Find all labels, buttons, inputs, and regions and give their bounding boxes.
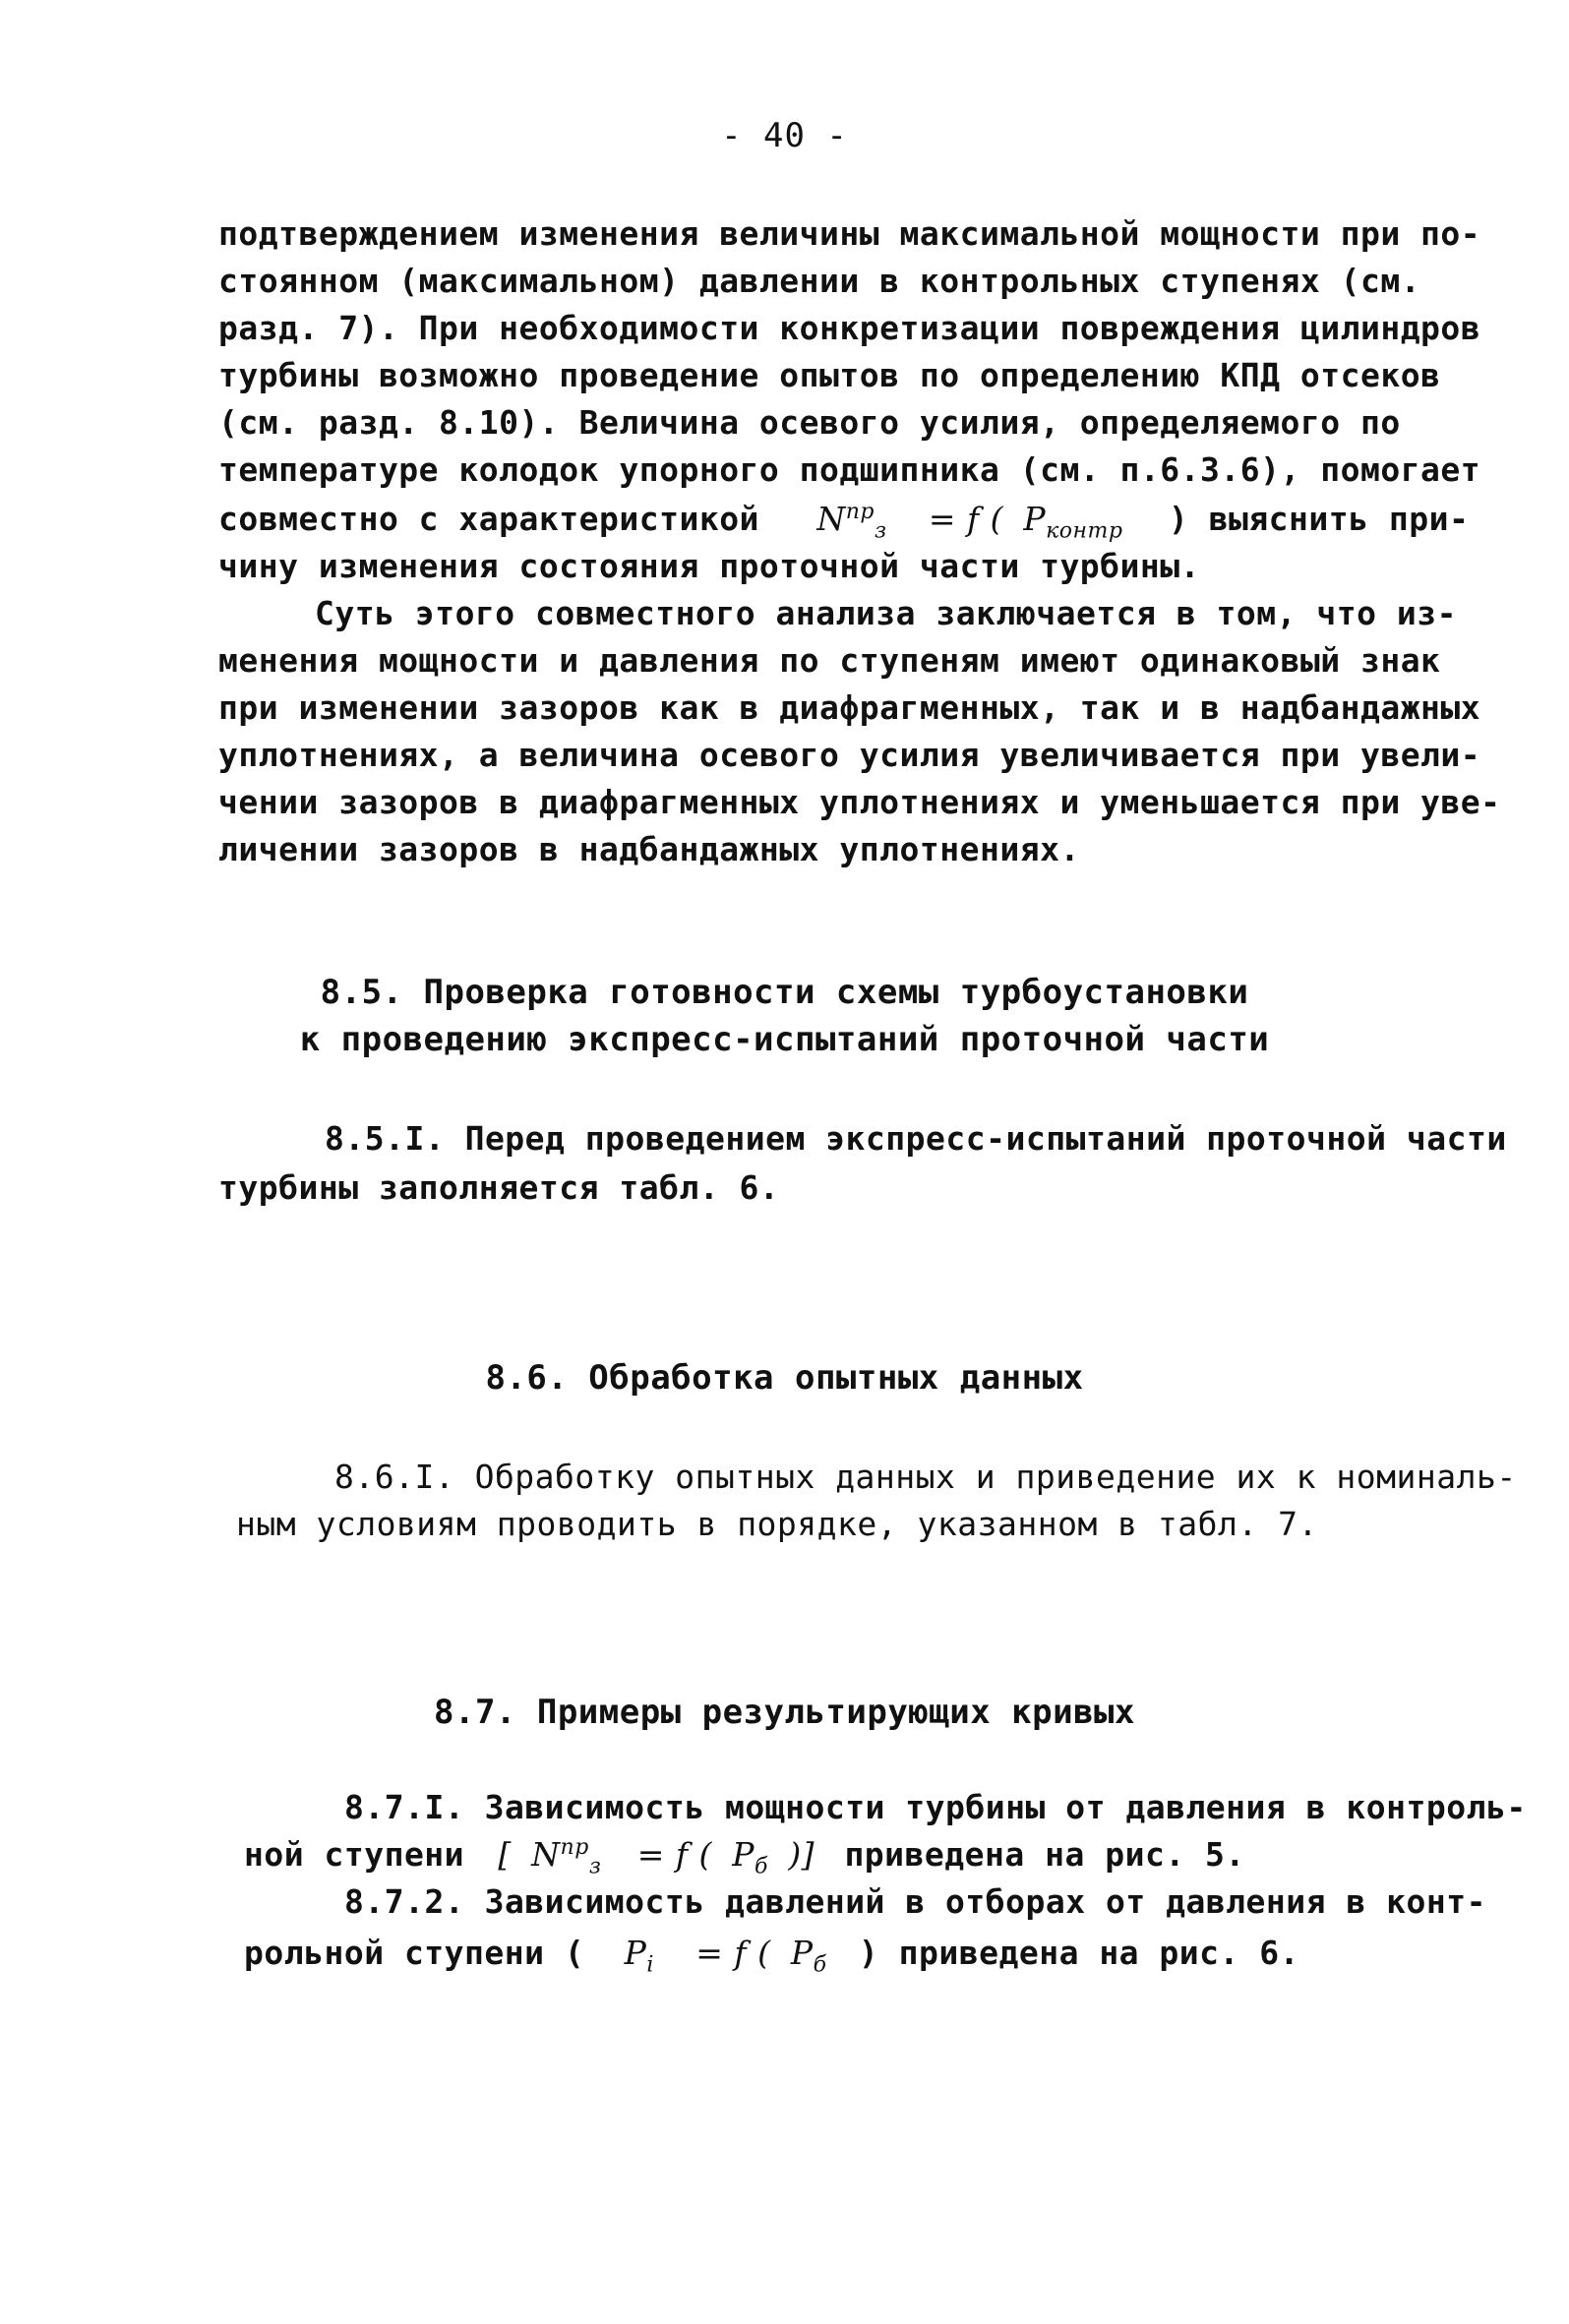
page-number: - 40 - [721,116,848,155]
formula-eq: = f ( [695,1934,771,1972]
section-87-p2-line-2 [244,1934,1299,1978]
section-85-title-line-2: к проведению экспресс-испытаний проточной части [299,1020,1270,1059]
section-87-p1-post: приведена на рис. 5. [844,1835,1245,1874]
formula-bracket-close: )] [788,1835,815,1874]
para1-line-3: разд. 7). При необходимости конкретизации повреждения цилиндров [218,309,1481,347]
para1-line-1: подтверждением изменения величины максимальной мощности при по- [218,214,1481,253]
para1-formula-pre: совместно с характеристикой [218,500,759,538]
section-87-p1-pre: ной ступени [244,1835,465,1874]
section-87-title: 8.7. Примеры результирующих кривых [434,1693,1135,1732]
section-85-p1-line-1: 8.5.I. Перед проведением экспресс-испытаний проточной части [325,1119,1507,1158]
para1-formula-post: ) выяснить при- [1168,500,1470,538]
pressure-symbol: $P_б$ [790,1934,827,1978]
section-87-p2-pre: рольной ступени ( [244,1934,585,1972]
section-87-p2-post: ) приведена на рис. 6. [858,1934,1299,1972]
power-symbol: $N^{пр}_з$ [531,1835,602,1879]
section-85-title-line-1: 8.5. Проверка готовности схемы турбоустановки [320,973,1249,1012]
extraction-pressure-symbol: $P_i$ [624,1934,654,1978]
section-86-p1-line-1: 8.6.I. Обработку опытных данных и приведение их к номиналь- [334,1458,1517,1496]
formula-bracket-open: [ [498,1835,512,1874]
section-87-p1-line-1: 8.7.I. Зависимость мощности турбины от давления в контроль- [344,1788,1527,1826]
para2-line-3: при изменении зазоров как в диафрагменных, так и в надбандажных [218,688,1481,727]
para2-line-4: уплотнениях, а величина осевого усилия увеличивается при увели- [218,736,1481,774]
section-87-p2-line-1: 8.7.2. Зависимость давлений в отборах от давления в конт- [344,1882,1486,1921]
para2-line-1: Суть этого совместного анализа заключается в том, что из- [315,594,1457,632]
para2-line-6: личении зазоров в надбандажных уплотнениях. [218,830,1080,868]
para1-line-2: стоянном (максимальном) давлении в контрольных ступенях (см. [218,262,1421,300]
section-86-title: 8.6. Обработка опытных данных [485,1358,1084,1398]
formula-eq: = f ( [928,500,1004,538]
power-symbol: $N^{пр}_з$ [816,500,887,544]
para1-line-4: турбины возможно проведение опытов по определению КПД отсеков [218,356,1441,394]
para1-line-5: (см. разд. 8.10). Величина осевого усилия, определяемого по [218,403,1401,442]
para1-last-line: чину изменения состояния проточной части турбины. [218,547,1201,585]
para1-formula-line [218,500,1470,544]
para2-line-2: менения мощности и давления по ступеням имеют одинаковый знак [218,641,1441,680]
para2-line-5: чении зазоров в диафрагменных уплотнениях и уменьшается при уве- [218,783,1501,821]
section-87-p1-line-2 [244,1835,1245,1879]
pressure-symbol: $P_б$ [732,1835,768,1879]
section-85-p1-line-2: турбины заполняется табл. 6. [218,1168,780,1207]
section-86-p1-line-2: ным условиям проводить в порядке, указанном в табл. 7. [236,1505,1318,1543]
formula-eq: = f ( [636,1835,712,1874]
para1-line-6: температуре колодок упорного подшипника (см. п.6.3.6), помогает [218,450,1481,489]
pressure-symbol: $P_{контр}$ [1023,500,1123,544]
